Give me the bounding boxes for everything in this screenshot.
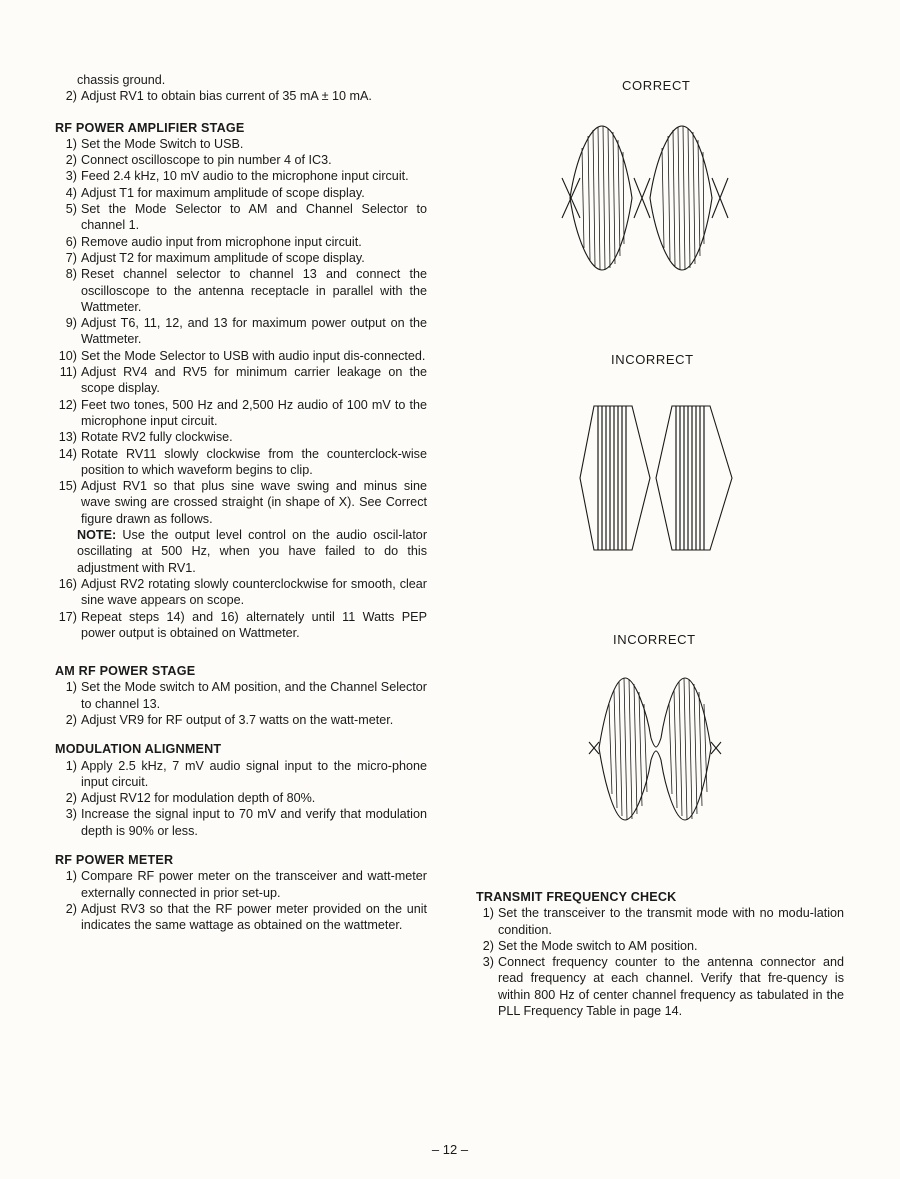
list-item: 10) Set the Mode Selector to USB with audio input dis-connected. <box>58 348 426 363</box>
section-heading-modulation: MODULATION ALIGNMENT <box>55 742 222 757</box>
list-item: 2) Connect oscilloscope to pin number 4 of IC3. <box>65 153 332 168</box>
section-heading-am-rf-power: AM RF POWER STAGE <box>55 664 196 679</box>
list-item: 1) Set the Mode switch to AM position, and the Channel Selector to channel 13. <box>65 680 427 711</box>
list-item: 7) Adjust T2 for maximum amplitude of scope display. <box>65 250 365 265</box>
note-text: Use the output level control on the audio oscil-lator oscillating at 500 Hz, when you have failed to do this adjustment with RV1. <box>77 528 428 575</box>
note <box>55 527 427 576</box>
list-item: 9) Adjust T6, 11, 12, and 13 for maximum power output on the Wattmeter. <box>65 316 427 347</box>
left-column <box>55 72 427 934</box>
rf-amp-steps <box>55 136 427 641</box>
list-item: 14) Rotate RV11 slowly clockwise from the counterclock-wise position to which waveform begins to clip. <box>58 446 427 477</box>
scope-figure-incorrect-clipped <box>570 398 750 558</box>
list-item: 2) Adjust RV12 for modulation depth of 80%. <box>65 791 316 806</box>
note-label: NOTE: <box>77 528 117 543</box>
list-item: 3) Connect frequency counter to the antenna connector and read frequency at each channel. Verify that fre-quency is within 800 Hz of center channel frequency as tabulated in the PLL Frequency Table in page 14. <box>482 955 844 1019</box>
list-item: 1) Set the transceiver to the transmit mode with no modu-lation condition. <box>482 906 844 937</box>
list-item: 1) Apply 2.5 kHz, 7 mV audio signal input to the micro-phone input circuit. <box>65 758 427 789</box>
list-item: 4) Adjust T1 for maximum amplitude of scope display. <box>65 185 365 200</box>
section-heading-rf-power-meter: RF POWER METER <box>55 853 174 868</box>
list-item: 13) Rotate RV2 fully clockwise. <box>58 430 233 445</box>
list-item: 3) Increase the signal input to 70 mV and verify that modulation depth is 90% or less. <box>65 807 427 838</box>
right-column-text <box>476 889 844 1019</box>
figure-label-incorrect-2: INCORRECT <box>613 632 696 647</box>
list-item: 15) Adjust RV1 so that plus sine wave swing and minus sine wave swing are crossed straight (in shape of X). See Correct figure drawn as follows. <box>58 479 427 526</box>
list-item: 2) Adjust RV3 so that the RF power meter provided on the unit indicates the same wattage as obtained on the wattmeter. <box>65 901 427 933</box>
continued-line: chassis ground. <box>77 73 166 87</box>
page-number: – 12 – <box>431 1142 469 1157</box>
list-item: 12) Feet two tones, 500 Hz and 2,500 Hz audio of 100 mV to the microphone input circuit. <box>58 397 427 428</box>
list-item: 1) Compare RF power meter on the transceiver and watt-meter externally connected in prior set-up. <box>65 869 427 900</box>
list-item: 2) Adjust RV1 to obtain bias current of 35 mA ± 10 mA. <box>65 89 372 104</box>
list-item: 6) Remove audio input from microphone input circuit. <box>65 234 362 249</box>
list-item: 17) Repeat steps 14) and 16) alternately until 11 Watts PEP power output is obtained on Wattmeter. <box>58 609 427 640</box>
list-item: 2) Adjust VR9 for RF output of 3.7 watts on the watt-meter. <box>65 712 394 727</box>
list-item: 3) Feed 2.4 kHz, 10 mV audio to the microphone input circuit. <box>65 169 409 184</box>
list-item: 11) Adjust RV4 and RV5 for minimum carrier leakage on the scope display. <box>59 365 427 396</box>
figure-label-incorrect-1: INCORRECT <box>611 352 694 367</box>
section-heading-transmit-frequency: TRANSMIT FREQUENCY CHECK <box>476 890 677 904</box>
section-heading-rf-power-amplifier: RF POWER AMPLIFIER STAGE <box>55 120 245 135</box>
scope-figure-correct <box>560 118 750 278</box>
list-item: 8) Reset channel selector to channel 13 and connect the oscilloscope to the antenna receptacle in parallel with the Wattmeter. <box>65 267 427 314</box>
list-item: 2) Set the Mode switch to AM position. <box>482 938 698 953</box>
list-item: 16) Adjust RV2 rotating slowly counterclockwise for smooth, clear sine wave appears on scope. <box>58 576 427 608</box>
list-item: 1) Set the Mode Switch to USB. <box>65 136 244 151</box>
list-item: 5) Set the Mode Selector to AM and Channel Selector to channel 1. <box>65 202 427 233</box>
scope-figure-incorrect-distorted <box>585 672 735 827</box>
figure-label-correct: CORRECT <box>622 78 691 93</box>
